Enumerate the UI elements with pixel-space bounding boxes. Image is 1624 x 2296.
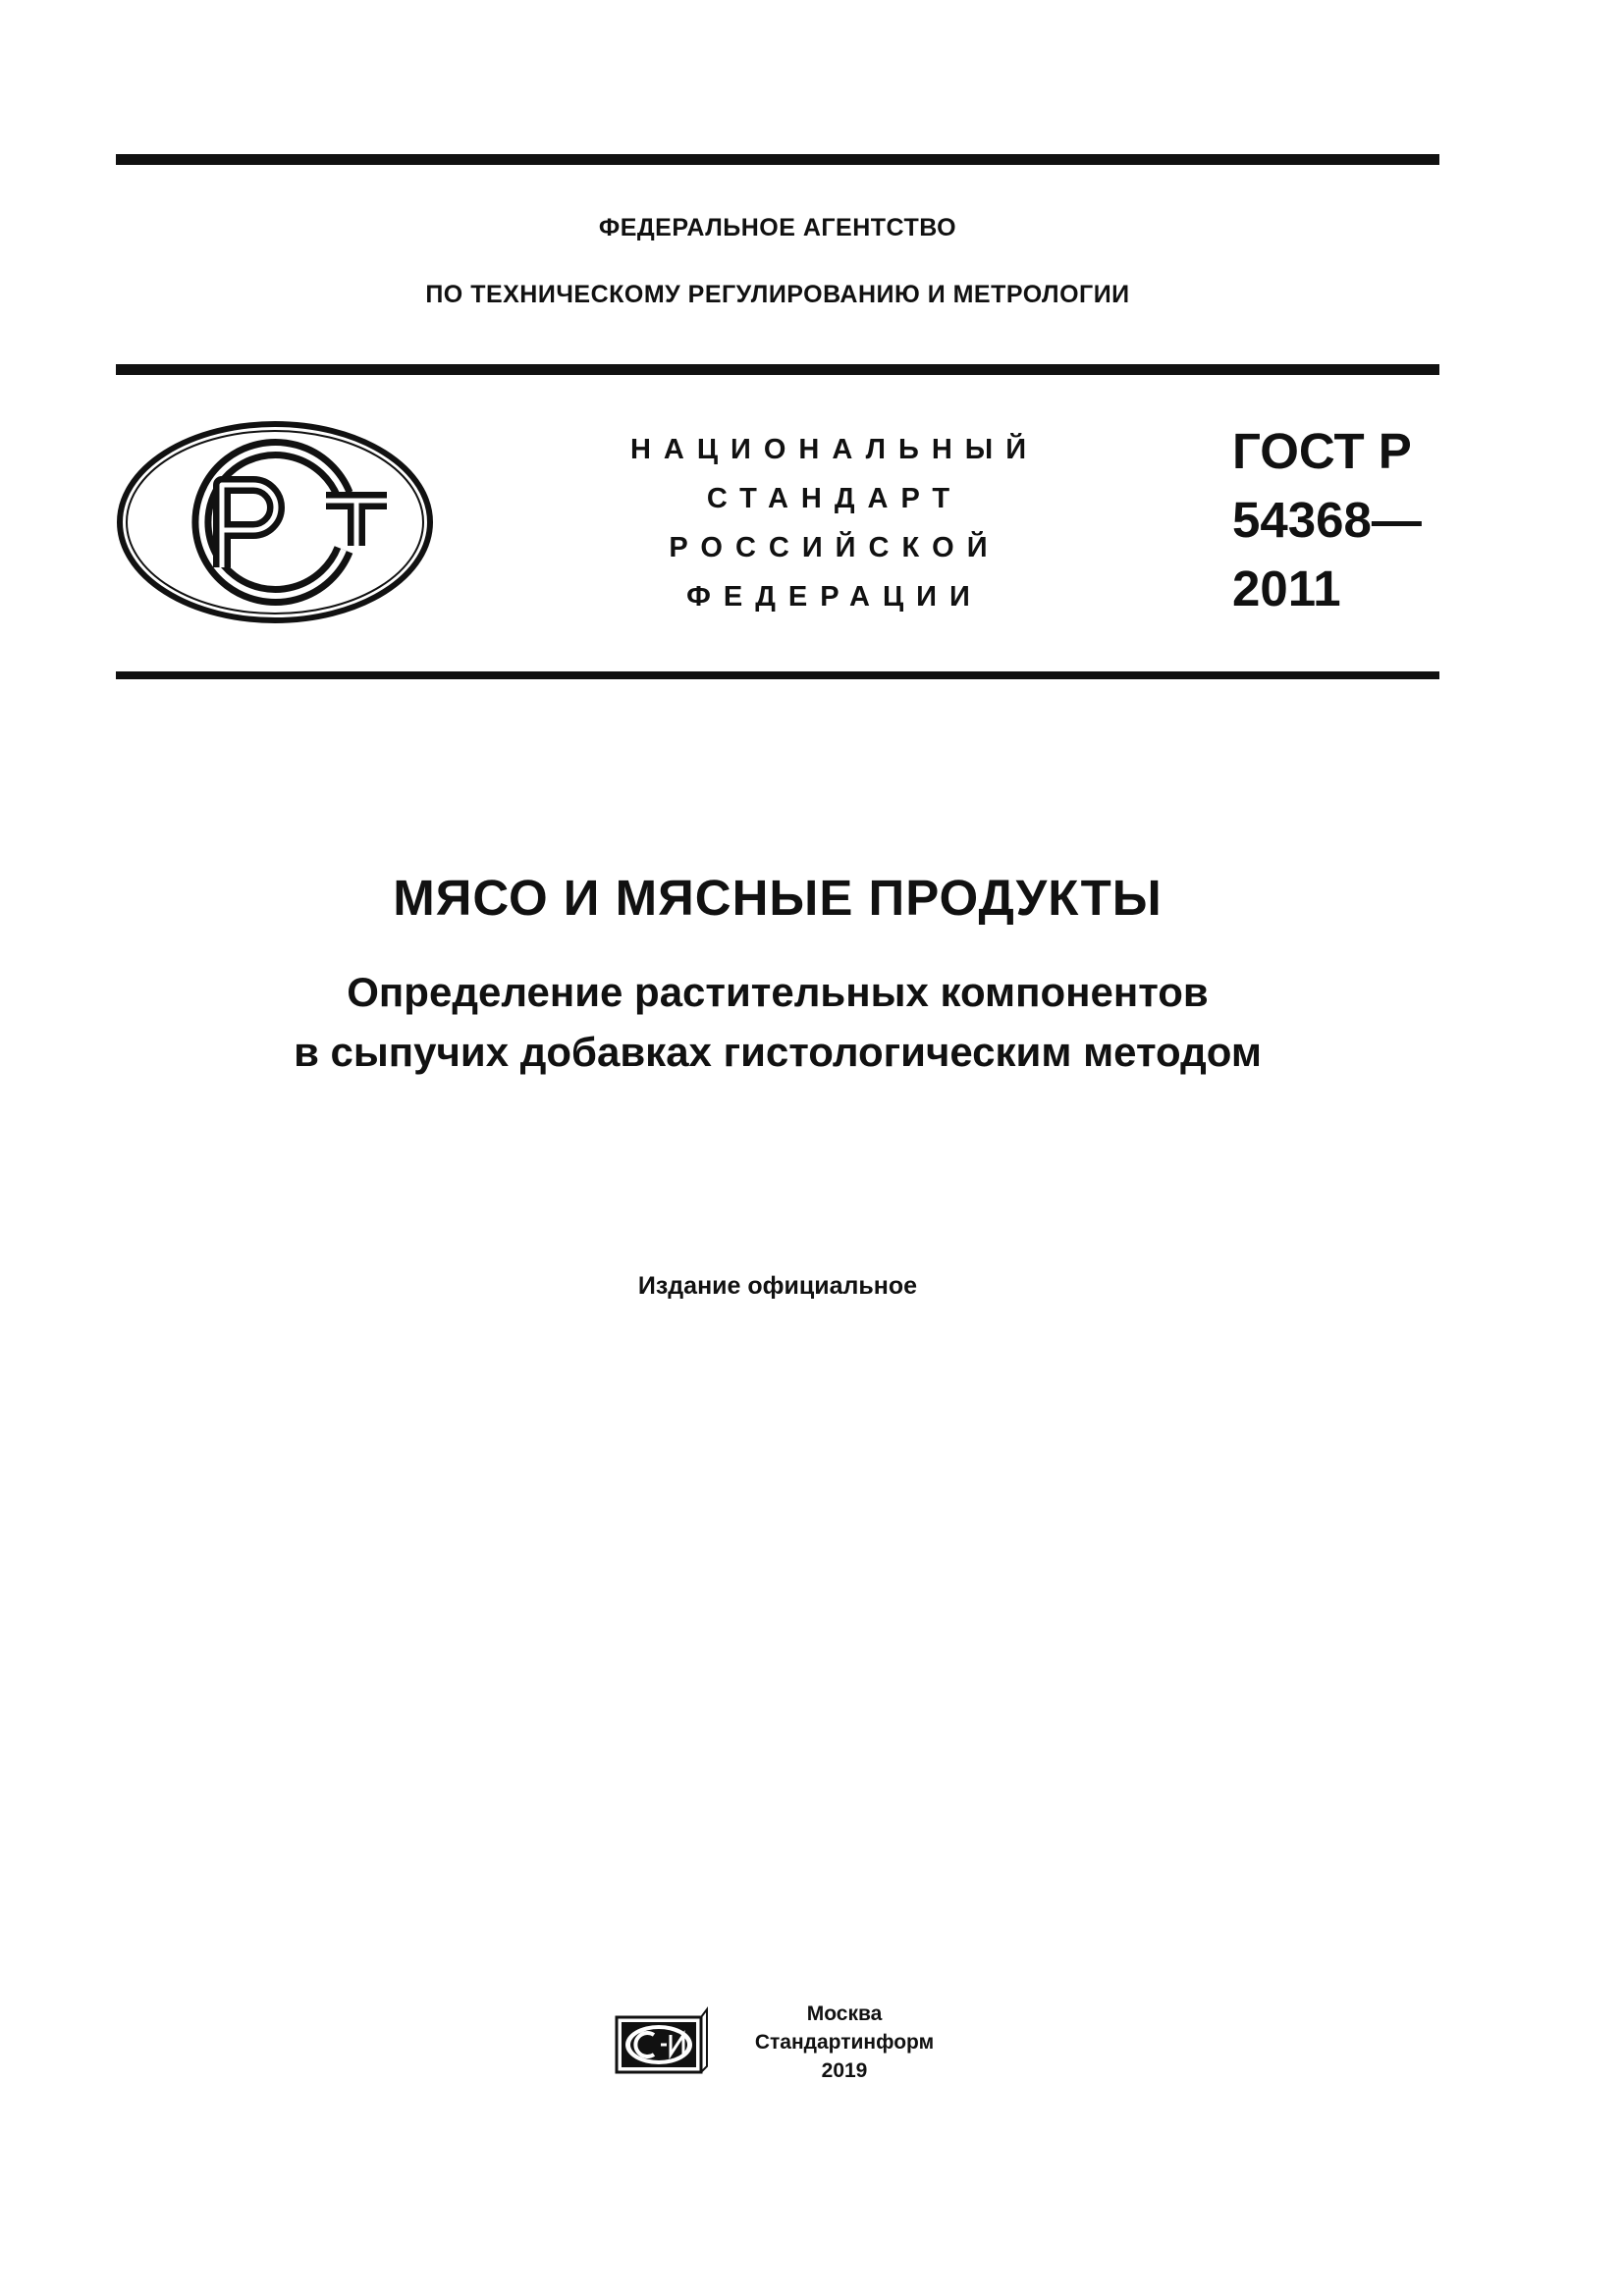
rst-certification-mark-icon <box>116 420 434 624</box>
national-standard-line1: НАЦИОНАЛЬНЫЙ <box>629 434 1040 465</box>
national-standard-line3: РОССИЙСКОЙ <box>669 532 1001 563</box>
national-standard-line4: ФЕДЕРАЦИИ <box>686 581 983 613</box>
publication-year: 2019 <box>821 2059 868 2082</box>
designation-line3: 2011 <box>1232 561 1341 616</box>
document-title: МЯСО И МЯСНЫЕ ПРОДУКТЫ <box>393 870 1163 926</box>
subtitle-line2: в сыпучих добавках гистологическим методом <box>294 1029 1262 1075</box>
publisher-imprint <box>727 2000 962 2085</box>
standard-designation <box>1232 417 1422 623</box>
agency-name-line2: ПО ТЕХНИЧЕСКОМУ РЕГУЛИРОВАНИЮ И МЕТРОЛОГИИ <box>425 281 1130 308</box>
header-bottom-rule <box>116 671 1439 679</box>
national-standard-label <box>589 425 1080 621</box>
agency-name-line1: ФЕДЕРАЛЬНОЕ АГЕНТСТВО <box>598 214 957 241</box>
publisher-name: Стандартинформ <box>754 2031 935 2054</box>
national-standard-line2: СТАНДАРТ <box>706 483 963 514</box>
standartinform-logo-icon <box>615 2005 709 2074</box>
subtitle-line1: Определение растительных компонентов <box>347 969 1209 1015</box>
designation-line1: ГОСТ Р <box>1232 423 1412 479</box>
edition-label: Издание официальное <box>637 1272 918 1300</box>
header-rule <box>116 364 1439 375</box>
designation-line2: 54368— <box>1232 492 1422 548</box>
document-subtitle <box>116 962 1439 1082</box>
publisher-city: Москва <box>806 2002 883 2025</box>
top-rule <box>116 154 1439 165</box>
